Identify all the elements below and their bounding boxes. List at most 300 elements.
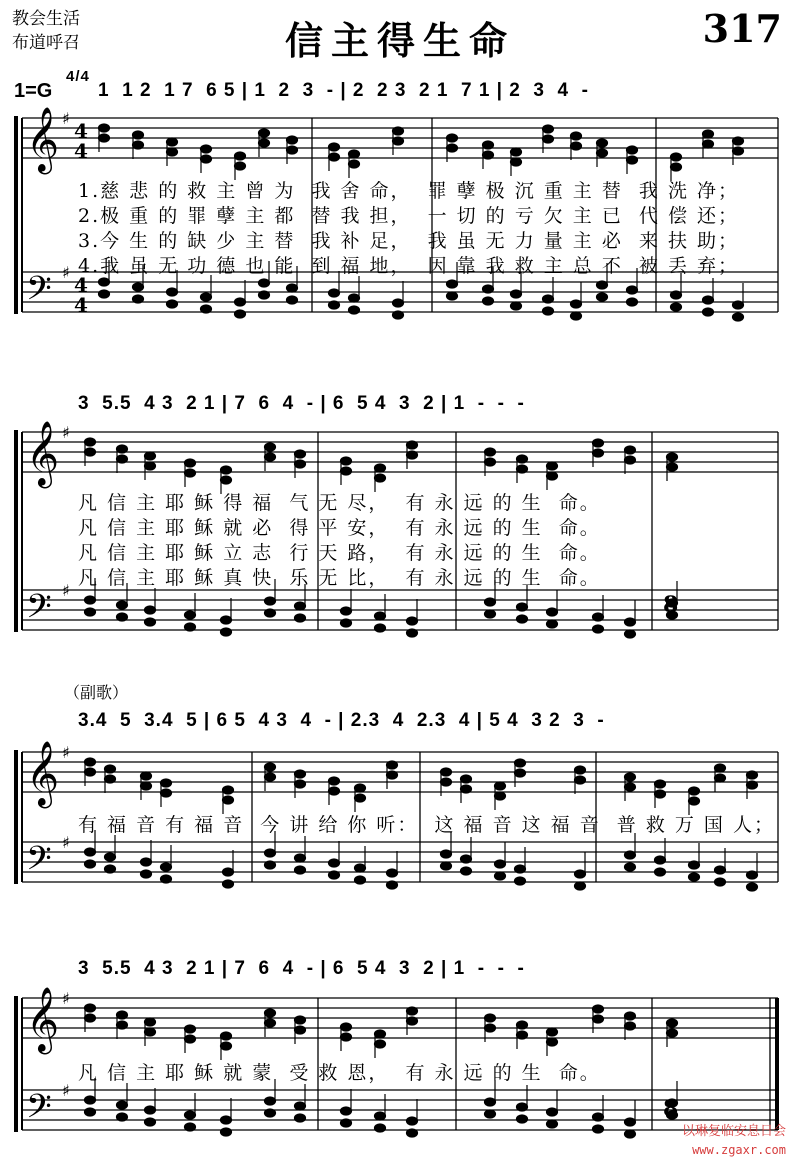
note-head	[349, 306, 360, 314]
note-head	[185, 469, 196, 477]
watermark-text: 以琳复临安息日会	[681, 1124, 786, 1139]
note-head	[295, 614, 306, 622]
svg-text:𝄢: 𝄢	[26, 270, 52, 316]
svg-text:8: 8	[663, 1096, 679, 1122]
note-head	[161, 779, 172, 787]
note-head	[375, 1040, 386, 1048]
note-head	[265, 763, 276, 771]
note-head	[393, 311, 404, 319]
note-head	[547, 1028, 558, 1036]
note-head	[495, 872, 506, 880]
note-head	[715, 878, 726, 886]
note-head	[133, 295, 144, 303]
svg-text:♯: ♯	[62, 1081, 70, 1100]
note-head	[185, 459, 196, 467]
note-head	[329, 871, 340, 879]
note-head	[117, 1113, 128, 1121]
hymn-number: 317	[702, 6, 782, 51]
note-head	[543, 295, 554, 303]
note-head	[85, 608, 96, 616]
svg-text:♯: ♯	[62, 423, 70, 442]
note-head	[571, 132, 582, 140]
note-head	[349, 294, 360, 302]
note-head	[667, 463, 678, 471]
note-head	[393, 127, 404, 135]
note-head	[593, 625, 604, 633]
note-head	[141, 870, 152, 878]
note-head	[441, 850, 452, 858]
note-head	[407, 451, 418, 459]
verse-1-line-a: 1.慈 悲 的 救 主 曾 为 我 舍 命， 罪 孽 极 沉 重 主 替 我 洗 净；	[78, 180, 739, 202]
svg-text:𝄢: 𝄢	[26, 840, 52, 886]
svg-text:4: 4	[74, 139, 88, 163]
note-head	[517, 1103, 528, 1111]
verse-1-line-b: 凡 信 主 耶 稣 得 福 气 无 尽， 有 永 远 的 生 命。	[78, 492, 601, 514]
note-head	[511, 158, 522, 166]
note-head	[167, 300, 178, 308]
svg-text:𝄢: 𝄢	[26, 1088, 52, 1134]
note-head	[671, 303, 682, 311]
note-head	[355, 876, 366, 884]
jianpu-line-4: 3 5.5 4 3 2 1 | 7 6 4 - | 6 5 4 3 2 | 1 - - -	[78, 958, 525, 979]
note-head	[511, 290, 522, 298]
note-head	[259, 279, 270, 287]
note-head	[185, 1035, 196, 1043]
note-head	[167, 138, 178, 146]
note-head	[543, 135, 554, 143]
note-head	[295, 1114, 306, 1122]
note-head	[667, 453, 678, 461]
note-head	[145, 1018, 156, 1026]
note-head	[485, 458, 496, 466]
note-head	[485, 1014, 496, 1022]
note-head	[161, 863, 172, 871]
note-head	[259, 291, 270, 299]
note-head	[625, 851, 636, 859]
note-head	[329, 777, 340, 785]
note-head	[543, 125, 554, 133]
note-head	[511, 148, 522, 156]
note-head	[625, 1118, 636, 1126]
note-head	[517, 603, 528, 611]
note-head	[483, 285, 494, 293]
note-head	[235, 298, 246, 306]
note-head	[441, 778, 452, 786]
note-head	[593, 439, 604, 447]
note-head	[341, 1119, 352, 1127]
note-head	[221, 1032, 232, 1040]
note-head	[221, 1128, 232, 1136]
note-head	[597, 139, 608, 147]
note-head	[85, 860, 96, 868]
note-head	[407, 1007, 418, 1015]
note-head	[235, 152, 246, 160]
note-head	[265, 773, 276, 781]
note-head	[375, 1124, 386, 1132]
hymn-title: 信主得生命	[284, 18, 515, 63]
note-head	[85, 758, 96, 766]
note-head	[265, 443, 276, 451]
note-head	[223, 796, 234, 804]
note-head	[265, 597, 276, 605]
note-head	[85, 848, 96, 856]
note-head	[145, 618, 156, 626]
note-head	[575, 766, 586, 774]
note-head	[715, 764, 726, 772]
jianpu-line-2: 3 5.5 4 3 2 1 | 7 6 4 - | 6 5 4 3 2 | 1 - - -	[78, 393, 525, 414]
note-head	[483, 297, 494, 305]
note-head	[627, 286, 638, 294]
note-head	[393, 137, 404, 145]
note-head	[99, 290, 110, 298]
note-head	[341, 1033, 352, 1041]
note-head	[407, 441, 418, 449]
verse-4-line-b: 凡 信 主 耶 稣 真 快 乐 无 比， 有 永 远 的 生 命。	[78, 567, 601, 589]
note-head	[733, 313, 744, 321]
note-head	[733, 147, 744, 155]
note-head	[105, 853, 116, 861]
note-head	[105, 865, 116, 873]
note-head	[259, 139, 270, 147]
svg-text:4: 4	[74, 273, 88, 297]
note-head	[375, 1112, 386, 1120]
note-head	[85, 438, 96, 446]
note-head	[221, 1116, 232, 1124]
note-head	[575, 882, 586, 890]
note-head	[511, 302, 522, 310]
note-head	[145, 452, 156, 460]
note-head	[295, 450, 306, 458]
note-head	[671, 153, 682, 161]
note-head	[141, 782, 152, 790]
note-head	[341, 467, 352, 475]
note-head	[485, 1098, 496, 1106]
note-head	[85, 596, 96, 604]
note-head	[495, 860, 506, 868]
verse-4-line-a: 4.我 虽 无 功 德 也 能 到 福 地， 因 靠 我 救 主 总 不 被 丢 弃；	[78, 255, 739, 277]
note-head	[625, 1022, 636, 1030]
note-head	[265, 609, 276, 617]
note-head	[571, 142, 582, 150]
note-head	[703, 296, 714, 304]
note-head	[447, 134, 458, 142]
note-head	[515, 877, 526, 885]
note-head	[201, 305, 212, 313]
note-head	[375, 464, 386, 472]
note-head	[85, 1108, 96, 1116]
note-head	[597, 281, 608, 289]
note-head	[441, 768, 452, 776]
note-head	[495, 782, 506, 790]
svg-text:♯: ♯	[62, 263, 70, 282]
note-head	[265, 1009, 276, 1017]
note-head	[117, 613, 128, 621]
note-head	[387, 869, 398, 877]
note-head	[407, 1129, 418, 1137]
note-head	[295, 780, 306, 788]
note-head	[547, 620, 558, 628]
note-head	[341, 607, 352, 615]
note-head	[99, 278, 110, 286]
note-head	[167, 288, 178, 296]
svg-text:8: 8	[663, 592, 679, 618]
note-head	[341, 1023, 352, 1031]
note-head	[627, 156, 638, 164]
note-head	[341, 457, 352, 465]
note-head	[517, 1115, 528, 1123]
svg-text:♯: ♯	[62, 743, 70, 762]
svg-text:♯: ♯	[62, 581, 70, 600]
note-head	[593, 1015, 604, 1023]
note-head	[517, 1021, 528, 1029]
note-head	[655, 780, 666, 788]
note-head	[689, 873, 700, 881]
note-head	[703, 140, 714, 148]
note-head	[747, 883, 758, 891]
note-head	[733, 137, 744, 145]
note-head	[495, 792, 506, 800]
verse-3-line-a: 3.今 生 的 缺 少 主 替 我 补 足， 我 虽 无 力 量 主 必 来 扶 助；	[78, 230, 739, 252]
note-head	[145, 606, 156, 614]
note-head	[99, 134, 110, 142]
note-head	[715, 866, 726, 874]
note-head	[447, 280, 458, 288]
final-lyric-line: 凡 信 主 耶 稣 就 蒙 受 救 恩， 有 永 远 的 生 命。	[78, 1062, 601, 1084]
note-head	[85, 448, 96, 456]
svg-text:𝄞: 𝄞	[26, 421, 60, 486]
note-head	[547, 608, 558, 616]
note-head	[329, 153, 340, 161]
svg-text:♯: ♯	[62, 989, 70, 1008]
note-head	[161, 789, 172, 797]
note-head	[85, 1004, 96, 1012]
note-head	[485, 1110, 496, 1118]
note-head	[625, 1130, 636, 1138]
note-head	[85, 1096, 96, 1104]
note-head	[235, 162, 246, 170]
note-head	[161, 875, 172, 883]
note-head	[329, 301, 340, 309]
note-head	[407, 629, 418, 637]
note-head	[547, 462, 558, 470]
note-head	[575, 776, 586, 784]
note-head	[375, 612, 386, 620]
note-head	[235, 310, 246, 318]
note-head	[329, 289, 340, 297]
note-head	[117, 1021, 128, 1029]
watermark-url: www.zgaxr.com	[692, 1143, 786, 1157]
note-head	[517, 465, 528, 473]
note-head	[593, 449, 604, 457]
note-head	[485, 610, 496, 618]
note-head	[287, 136, 298, 144]
note-head	[689, 861, 700, 869]
note-head	[141, 772, 152, 780]
note-head	[517, 455, 528, 463]
note-head	[387, 771, 398, 779]
svg-text:𝄞: 𝄞	[26, 987, 60, 1052]
note-head	[295, 460, 306, 468]
note-head	[407, 617, 418, 625]
svg-text:𝄞: 𝄞	[26, 107, 60, 172]
note-head	[133, 131, 144, 139]
note-head	[117, 1101, 128, 1109]
note-head	[593, 1005, 604, 1013]
note-head	[407, 1117, 418, 1125]
note-head	[221, 466, 232, 474]
note-head	[733, 301, 744, 309]
note-head	[85, 1014, 96, 1022]
note-head	[349, 150, 360, 158]
note-head	[593, 613, 604, 621]
note-head	[329, 143, 340, 151]
note-head	[703, 130, 714, 138]
note-head	[355, 784, 366, 792]
note-head	[515, 769, 526, 777]
note-head	[667, 1029, 678, 1037]
note-head	[265, 849, 276, 857]
note-head	[671, 163, 682, 171]
note-head	[259, 129, 270, 137]
svg-text:𝄢: 𝄢	[26, 588, 52, 634]
note-head	[329, 787, 340, 795]
note-head	[387, 761, 398, 769]
note-head	[223, 786, 234, 794]
note-head	[627, 146, 638, 154]
note-head	[295, 770, 306, 778]
note-head	[625, 773, 636, 781]
note-head	[133, 141, 144, 149]
note-head	[485, 598, 496, 606]
note-head	[667, 1019, 678, 1027]
note-head	[625, 630, 636, 638]
note-head	[117, 455, 128, 463]
note-head	[515, 759, 526, 767]
note-head	[625, 1012, 636, 1020]
note-head	[295, 1026, 306, 1034]
note-head	[223, 880, 234, 888]
note-head	[747, 771, 758, 779]
note-head	[625, 783, 636, 791]
note-head	[295, 866, 306, 874]
note-head	[547, 1108, 558, 1116]
note-head	[185, 1025, 196, 1033]
note-head	[201, 145, 212, 153]
note-head	[185, 623, 196, 631]
note-head	[223, 868, 234, 876]
verse-2-line-b: 凡 信 主 耶 稣 就 必 得 平 安， 有 永 远 的 生 命。	[78, 517, 601, 539]
svg-text:4: 4	[74, 119, 88, 143]
verse-2-line-a: 2.极 重 的 罪 孽 主 都 替 我 担， 一 切 的 亏 欠 主 已 代 偿 还；	[78, 205, 739, 227]
svg-text:♯: ♯	[62, 833, 70, 852]
note-head	[221, 1042, 232, 1050]
note-head	[105, 775, 116, 783]
note-head	[295, 602, 306, 610]
note-head	[483, 151, 494, 159]
note-head	[593, 1125, 604, 1133]
note-head	[141, 858, 152, 866]
note-head	[99, 124, 110, 132]
note-head	[145, 1118, 156, 1126]
subcategory-label: 布道呼召	[12, 33, 80, 53]
chorus-label: （副歌）	[64, 683, 129, 702]
note-head	[671, 291, 682, 299]
key-signature: 1=G	[14, 80, 53, 102]
note-head	[571, 300, 582, 308]
note-head	[287, 296, 298, 304]
note-head	[133, 283, 144, 291]
note-head	[461, 867, 472, 875]
note-head	[485, 448, 496, 456]
note-head	[715, 774, 726, 782]
note-head	[185, 1123, 196, 1131]
time-signature: 4/4	[66, 68, 90, 85]
note-head	[447, 144, 458, 152]
note-head	[517, 1031, 528, 1039]
note-head	[655, 868, 666, 876]
note-head	[547, 472, 558, 480]
note-head	[221, 628, 232, 636]
note-head	[627, 298, 638, 306]
note-head	[265, 1109, 276, 1117]
note-head	[295, 1102, 306, 1110]
note-head	[543, 307, 554, 315]
category-label: 教会生活	[12, 9, 80, 29]
note-head	[655, 790, 666, 798]
note-head	[145, 1028, 156, 1036]
note-head	[517, 615, 528, 623]
note-head	[185, 1111, 196, 1119]
note-head	[329, 859, 340, 867]
note-head	[355, 864, 366, 872]
note-head	[547, 1120, 558, 1128]
note-head	[625, 456, 636, 464]
note-head	[625, 863, 636, 871]
note-head	[221, 476, 232, 484]
note-head	[575, 870, 586, 878]
note-head	[341, 619, 352, 627]
note-head	[447, 292, 458, 300]
note-head	[287, 284, 298, 292]
note-head	[201, 155, 212, 163]
note-head	[461, 785, 472, 793]
svg-text:4: 4	[74, 293, 88, 317]
note-head	[117, 601, 128, 609]
note-head	[145, 462, 156, 470]
note-head	[597, 293, 608, 301]
note-head	[597, 149, 608, 157]
note-head	[461, 855, 472, 863]
note-head	[393, 299, 404, 307]
note-head	[265, 1097, 276, 1105]
note-head	[265, 453, 276, 461]
note-head	[655, 856, 666, 864]
note-head	[625, 618, 636, 626]
note-head	[85, 768, 96, 776]
note-head	[201, 293, 212, 301]
note-head	[689, 797, 700, 805]
note-head	[515, 865, 526, 873]
svg-text:𝄞: 𝄞	[26, 741, 60, 806]
note-head	[375, 624, 386, 632]
jianpu-line-1: 1 1 2 1 7 6 5 | 1 2 3 - | 2 2 3 2 1 7 1 | 2 3 4 -	[98, 80, 589, 101]
note-head	[287, 146, 298, 154]
note-head	[625, 446, 636, 454]
note-head	[485, 1024, 496, 1032]
chorus-lyric-line: 有 福 音 有 福 音 今 讲 给 你 听： 这 福 音 这 福 音 普 救 万 国 人；	[78, 814, 775, 836]
note-head	[689, 787, 700, 795]
note-head	[185, 611, 196, 619]
